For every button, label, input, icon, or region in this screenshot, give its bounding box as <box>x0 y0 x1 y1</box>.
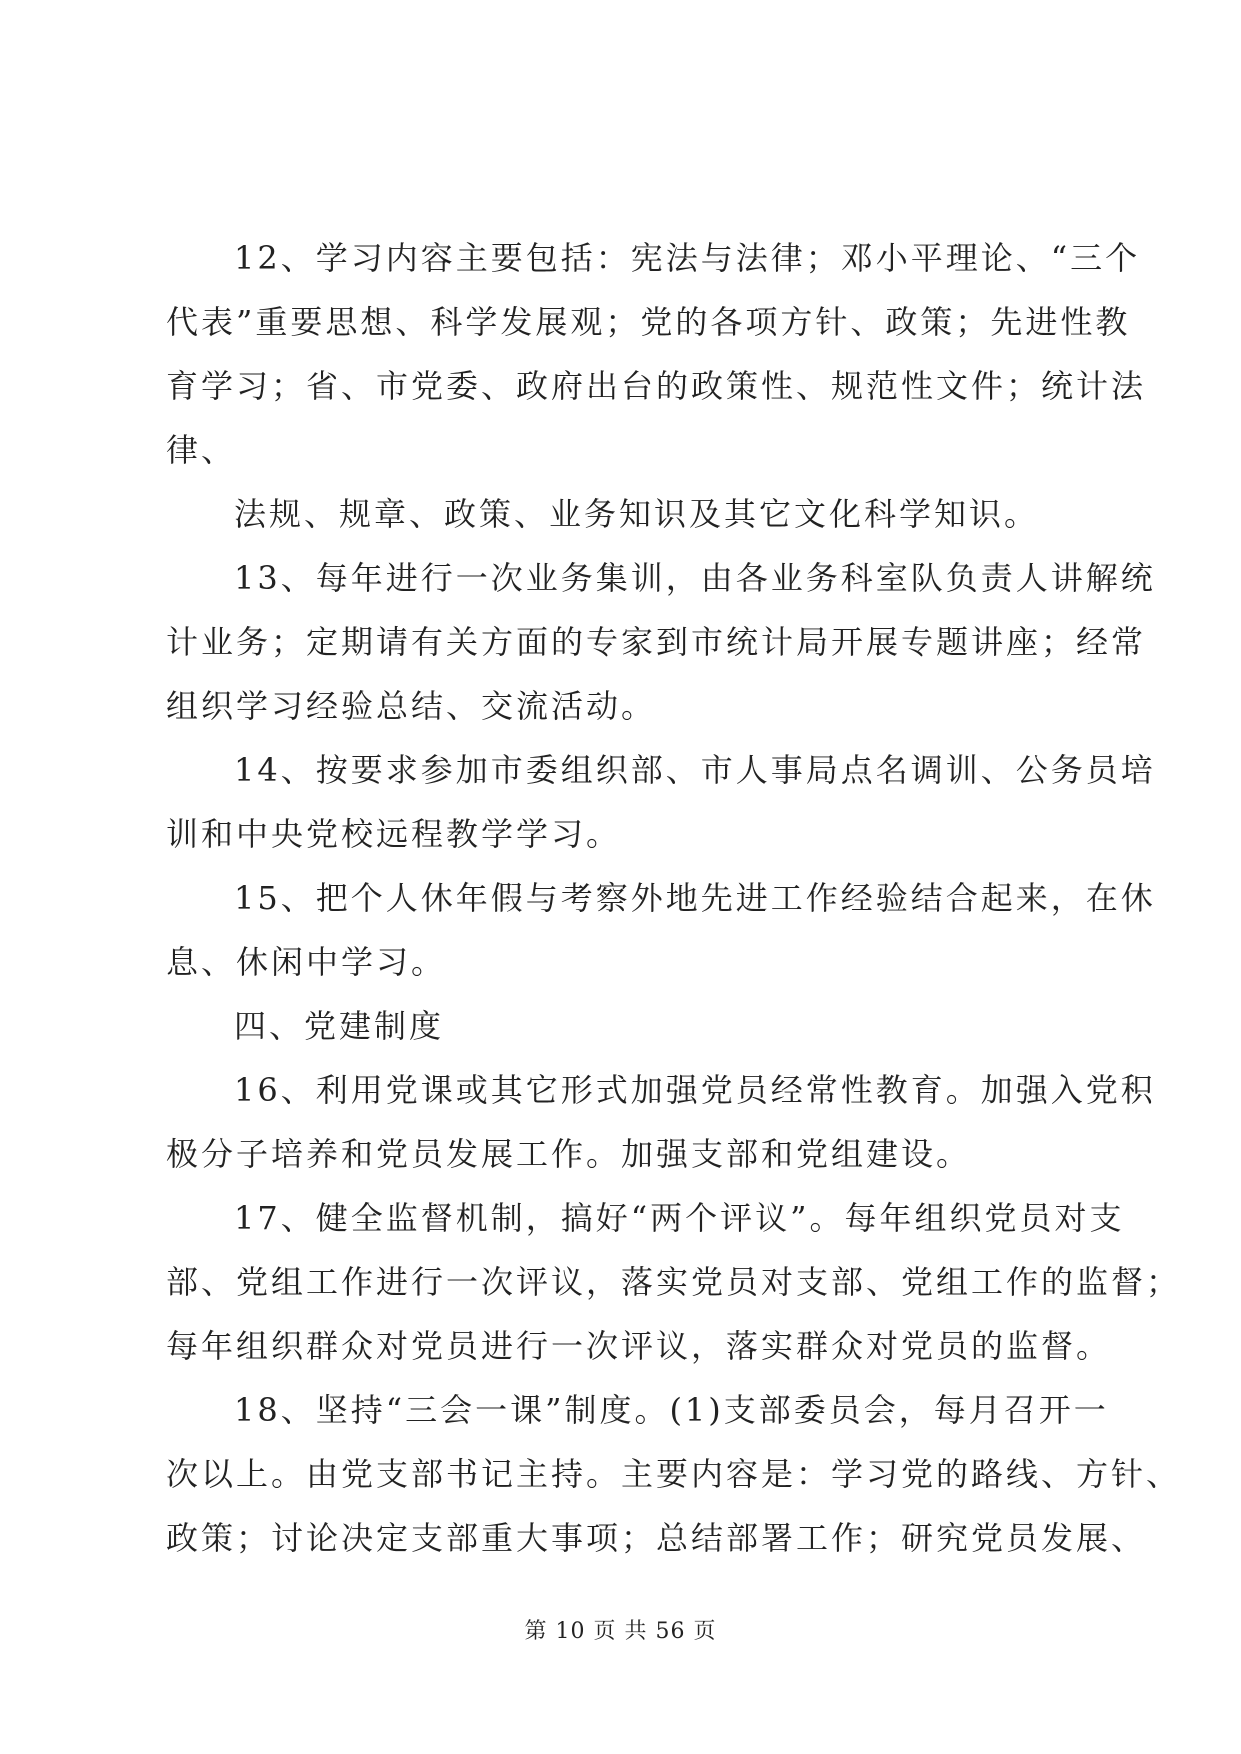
text-line: 16、利用党课或其它形式加强党员经常性教育。加强入党积 <box>234 1071 1156 1109</box>
text-line: 14、按要求参加市委组织部、市人事局点名调训、公务员培 <box>234 751 1156 789</box>
text-line: 组织学习经验总结、交流活动。 <box>166 687 657 725</box>
document-body <box>166 226 1182 1570</box>
text-line: 每年组织群众对党员进行一次评议，落实群众对党员的监督。 <box>166 1327 1112 1365</box>
text-line: 次以上。由党支部书记主持。主要内容是：学习党的路线、方针、 <box>166 1455 1182 1493</box>
text-line: 计业务；定期请有关方面的专家到市统计局开展专题讲座；经常 <box>166 623 1147 661</box>
text-line: 部、党组工作进行一次评议，落实党员对支部、党组工作的监督； <box>166 1263 1182 1301</box>
page-footer: 第 10 页 共 56 页 <box>524 1619 717 1644</box>
text-line: 极分子培养和党员发展工作。加强支部和党组建设。 <box>166 1135 972 1173</box>
text-line: 12、学习内容主要包括：宪法与法律；邓小平理论、“三个 <box>234 239 1141 277</box>
text-line: 政策；讨论决定支部重大事项；总结部署工作；研究党员发展、 <box>166 1519 1147 1557</box>
text-line: 息、休闲中学习。 <box>166 943 447 981</box>
text-line: 律、 <box>166 431 237 469</box>
text-line: 育学习；省、市党委、政府出台的政策性、规范性文件；统计法 <box>166 367 1147 405</box>
text-line: 18、坚持“三会一课”制度。(1)支部委员会，每月召开一 <box>234 1391 1109 1429</box>
text-line: 法规、规章、政策、业务知识及其它文化科学知识。 <box>234 495 1040 533</box>
text-line: 代表”重要思想、科学发展观；党的各项方针、政策；先进性教 <box>166 303 1131 341</box>
text-line: 训和中央党校远程教学学习。 <box>166 815 622 853</box>
text-line: 四、党建制度 <box>234 1007 445 1045</box>
text-line: 15、把个人休年假与考察外地先进工作经验结合起来，在休 <box>234 879 1156 917</box>
text-line: 13、每年进行一次业务集训，由各业务科室队负责人讲解统 <box>234 559 1156 597</box>
text-line: 17、健全监督机制，搞好“两个评议”。每年组织党员对支 <box>234 1199 1125 1237</box>
